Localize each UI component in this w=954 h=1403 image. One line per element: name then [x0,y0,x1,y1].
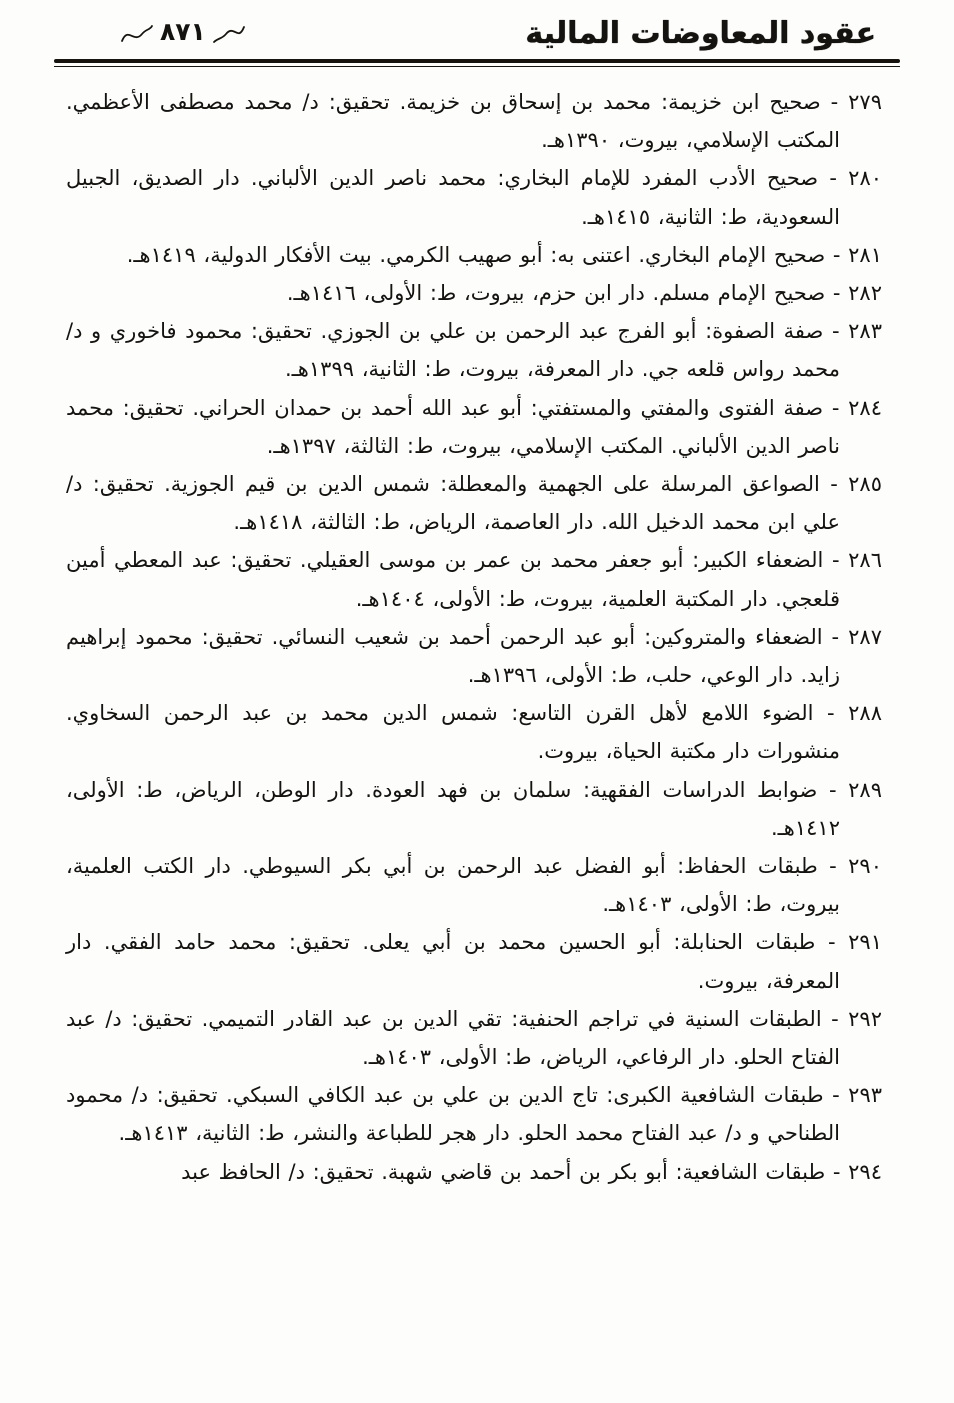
bibliography-entry [66,847,882,923]
entry-separator: - [825,1159,841,1184]
entry-separator: - [817,854,837,879]
bibliography-entry [66,541,882,617]
entry-number: ٢٨٧ [848,624,882,649]
entry-number: ٢٨٠ [848,166,883,191]
entry-separator: - [823,548,840,573]
entry-number: ٢٨٤ [848,395,882,420]
entry-number: ٢٨٨ [848,701,882,726]
bibliography-entry [66,312,882,388]
bibliography-entry [66,1153,882,1191]
entry-text: طبقات الشافعية الكبرى: تاج الدين بن علي بن عبد الكافي السبكي. تحقيق: د/ محمود الطناحي و د/ عبد الفتاح محمد الحلو. دار هجر للطباعة والنشر، ط: الثانية، ١٤١٣هـ. [66,1083,840,1146]
page-number-cartouche [120,17,246,50]
cartouche-right-swash-ornament [212,20,246,48]
entry-text: صحيح الأدب المفرد للإمام البخاري: محمد ناصر الدين الألباني. دار الصديق، الجبيل السعودية، ط: الثانية، ١٤١٥هـ. [66,166,840,229]
entry-number: ٢٩٣ [848,1083,883,1108]
bibliography-entry [66,694,882,770]
bibliography-entry [66,771,882,847]
entry-number: ٢٨٢ [848,281,882,306]
entry-number: ٢٨٩ [848,777,882,802]
entry-number: ٢٩٢ [848,1006,882,1031]
entry-text: صفة الصفوة: أبو الفرج عبد الرحمن بن علي بن الجوزي. تحقيق: محمود فاخوري و د/ محمد رواس قلعه جي. دار المعرفة، بيروت، ط: الثانية، ١٣٩٩هـ. [66,319,840,382]
bibliography-list [0,67,954,1191]
entry-separator: - [821,1006,839,1031]
bibliography-entry [66,274,882,312]
entry-separator: - [817,777,837,802]
entry-number: ٢٨١ [848,242,882,267]
entry-number: ٢٩١ [848,930,882,955]
entry-number: ٢٨٥ [848,472,882,497]
bibliography-entry [66,465,882,541]
entry-text: ضوابط الدراسات الفقهية: سلمان بن فهد العودة. دار الوطن، الرياض، ط: الأولى، ١٤١٢هـ. [66,777,840,840]
bibliography-entry [66,159,882,235]
bibliography-entry [66,618,882,694]
entry-separator: - [822,624,840,649]
entry-number: ٢٧٩ [848,90,882,114]
entry-number: ٢٩٠ [848,854,882,879]
entry-number: ٢٨٣ [848,319,882,344]
header-divider [54,59,900,67]
page-header [0,0,954,57]
entry-number: ٢٨٦ [848,548,882,573]
entry-text: الضعفاء والمتروكين: أبو عبد الرحمن أحمد بن شعيب النسائي. تحقيق: محمود إبراهيم زايد. دار الوعي، حلب، ط: الأولى، ١٣٩٦هـ. [66,624,840,688]
bibliography-entry [66,389,882,465]
entry-separator: - [825,242,841,267]
bibliography-entry [66,1076,882,1152]
entry-separator: - [823,319,840,344]
entry-text: صفة الفتوى والمفتي والمستفتي: أبو عبد الله أحمد بن حمدان الحراني. تحقيق: محمد ناصر الدين الألباني. المكتب الإسلامي، بيروت، ط: الثالثة، ١٣٩٧هـ. [66,395,840,458]
entry-separator: - [818,166,837,191]
entry-text: صحيح ابن خزيمة: محمد بن إسحاق بن خزيمة. تحقيق: د/ محمد مصطفى الأعظمي. المكتب الإسلامي، بيروت، ١٣٩٠هـ. [66,90,840,153]
entry-separator: - [823,1083,840,1108]
entry-text: الصواعق المرسلة على الجهمية والمعطلة: شمس الدين بن قيم الجوزية. تحقيق: د/ علي ابن محمد الدخيل الله. دار العاصمة، الرياض، ط: الثالثة، ١٤١٨هـ. [66,472,840,535]
entry-separator: - [820,90,839,114]
entry-separator: - [813,701,835,726]
entry-text: صحيح الإمام مسلم. دار ابن حزم، بيروت، ط: الأولى، ١٤١٦هـ. [286,281,826,306]
cartouche-left-swash-ornament [120,20,154,48]
book-title: عقود المعاوضات المالية [525,16,876,51]
entry-text: طبقات الحفاظ: أبو الفضل عبد الرحمن بن أبي بكر السيوطي. دار الكتب العلمية، بيروت، ط: الأولى، ١٤٠٣هـ. [66,854,840,917]
bibliography-entry [66,83,882,159]
entry-text: الضوء اللامع لأهل القرن التاسع: شمس الدين محمد بن عبد الرحمن السخاوي. منشورات دار مكتبة الحياة، بيروت. [66,701,840,764]
entry-text: الضعفاء الكبير: أبو جعفر محمد بن عمر بن موسى العقيلي. تحقيق: عبد المعطي أمين قلعجي. دار المكتبة العلمية، بيروت، ط: الأولى، ١٤٠٤هـ. [66,548,840,611]
entry-text: صحيح الإمام البخاري. اعتنى به: أبو صهيب الكرمي. بيت الأفكار الدولية، ١٤١٩هـ. [126,242,826,267]
bibliography-entry [66,1000,882,1076]
entry-text: الطبقات السنية في تراجم الحنفية: تقي الدين بن عبد القادر التميمي. تحقيق: د/ عبد الفتاح الحلو. دار الرفاعي، الرياض، ط: الأولى، ١٤٠٣هـ. [66,1006,840,1070]
divider-thick-line [54,59,900,63]
entry-separator: - [819,472,838,497]
entry-text: طبقات الشافعية: أبو بكر بن أحمد بن قاضي شهبة. تحقيق: د/ الحافظ عبد [181,1159,826,1184]
entry-separator: - [815,930,836,955]
entry-number: ٢٩٤ [848,1159,882,1184]
bibliography-entry [66,923,882,999]
entry-separator: - [825,281,841,306]
entry-text: طبقات الحنابلة: أبو الحسين محمد بن أبي يعلى. تحقيق: محمد حامد الفقي. دار المعرفة، بيروت. [66,930,840,993]
entry-separator: - [823,395,840,420]
bibliography-entry [66,236,882,274]
page-number: ٨٧١ [160,17,206,46]
